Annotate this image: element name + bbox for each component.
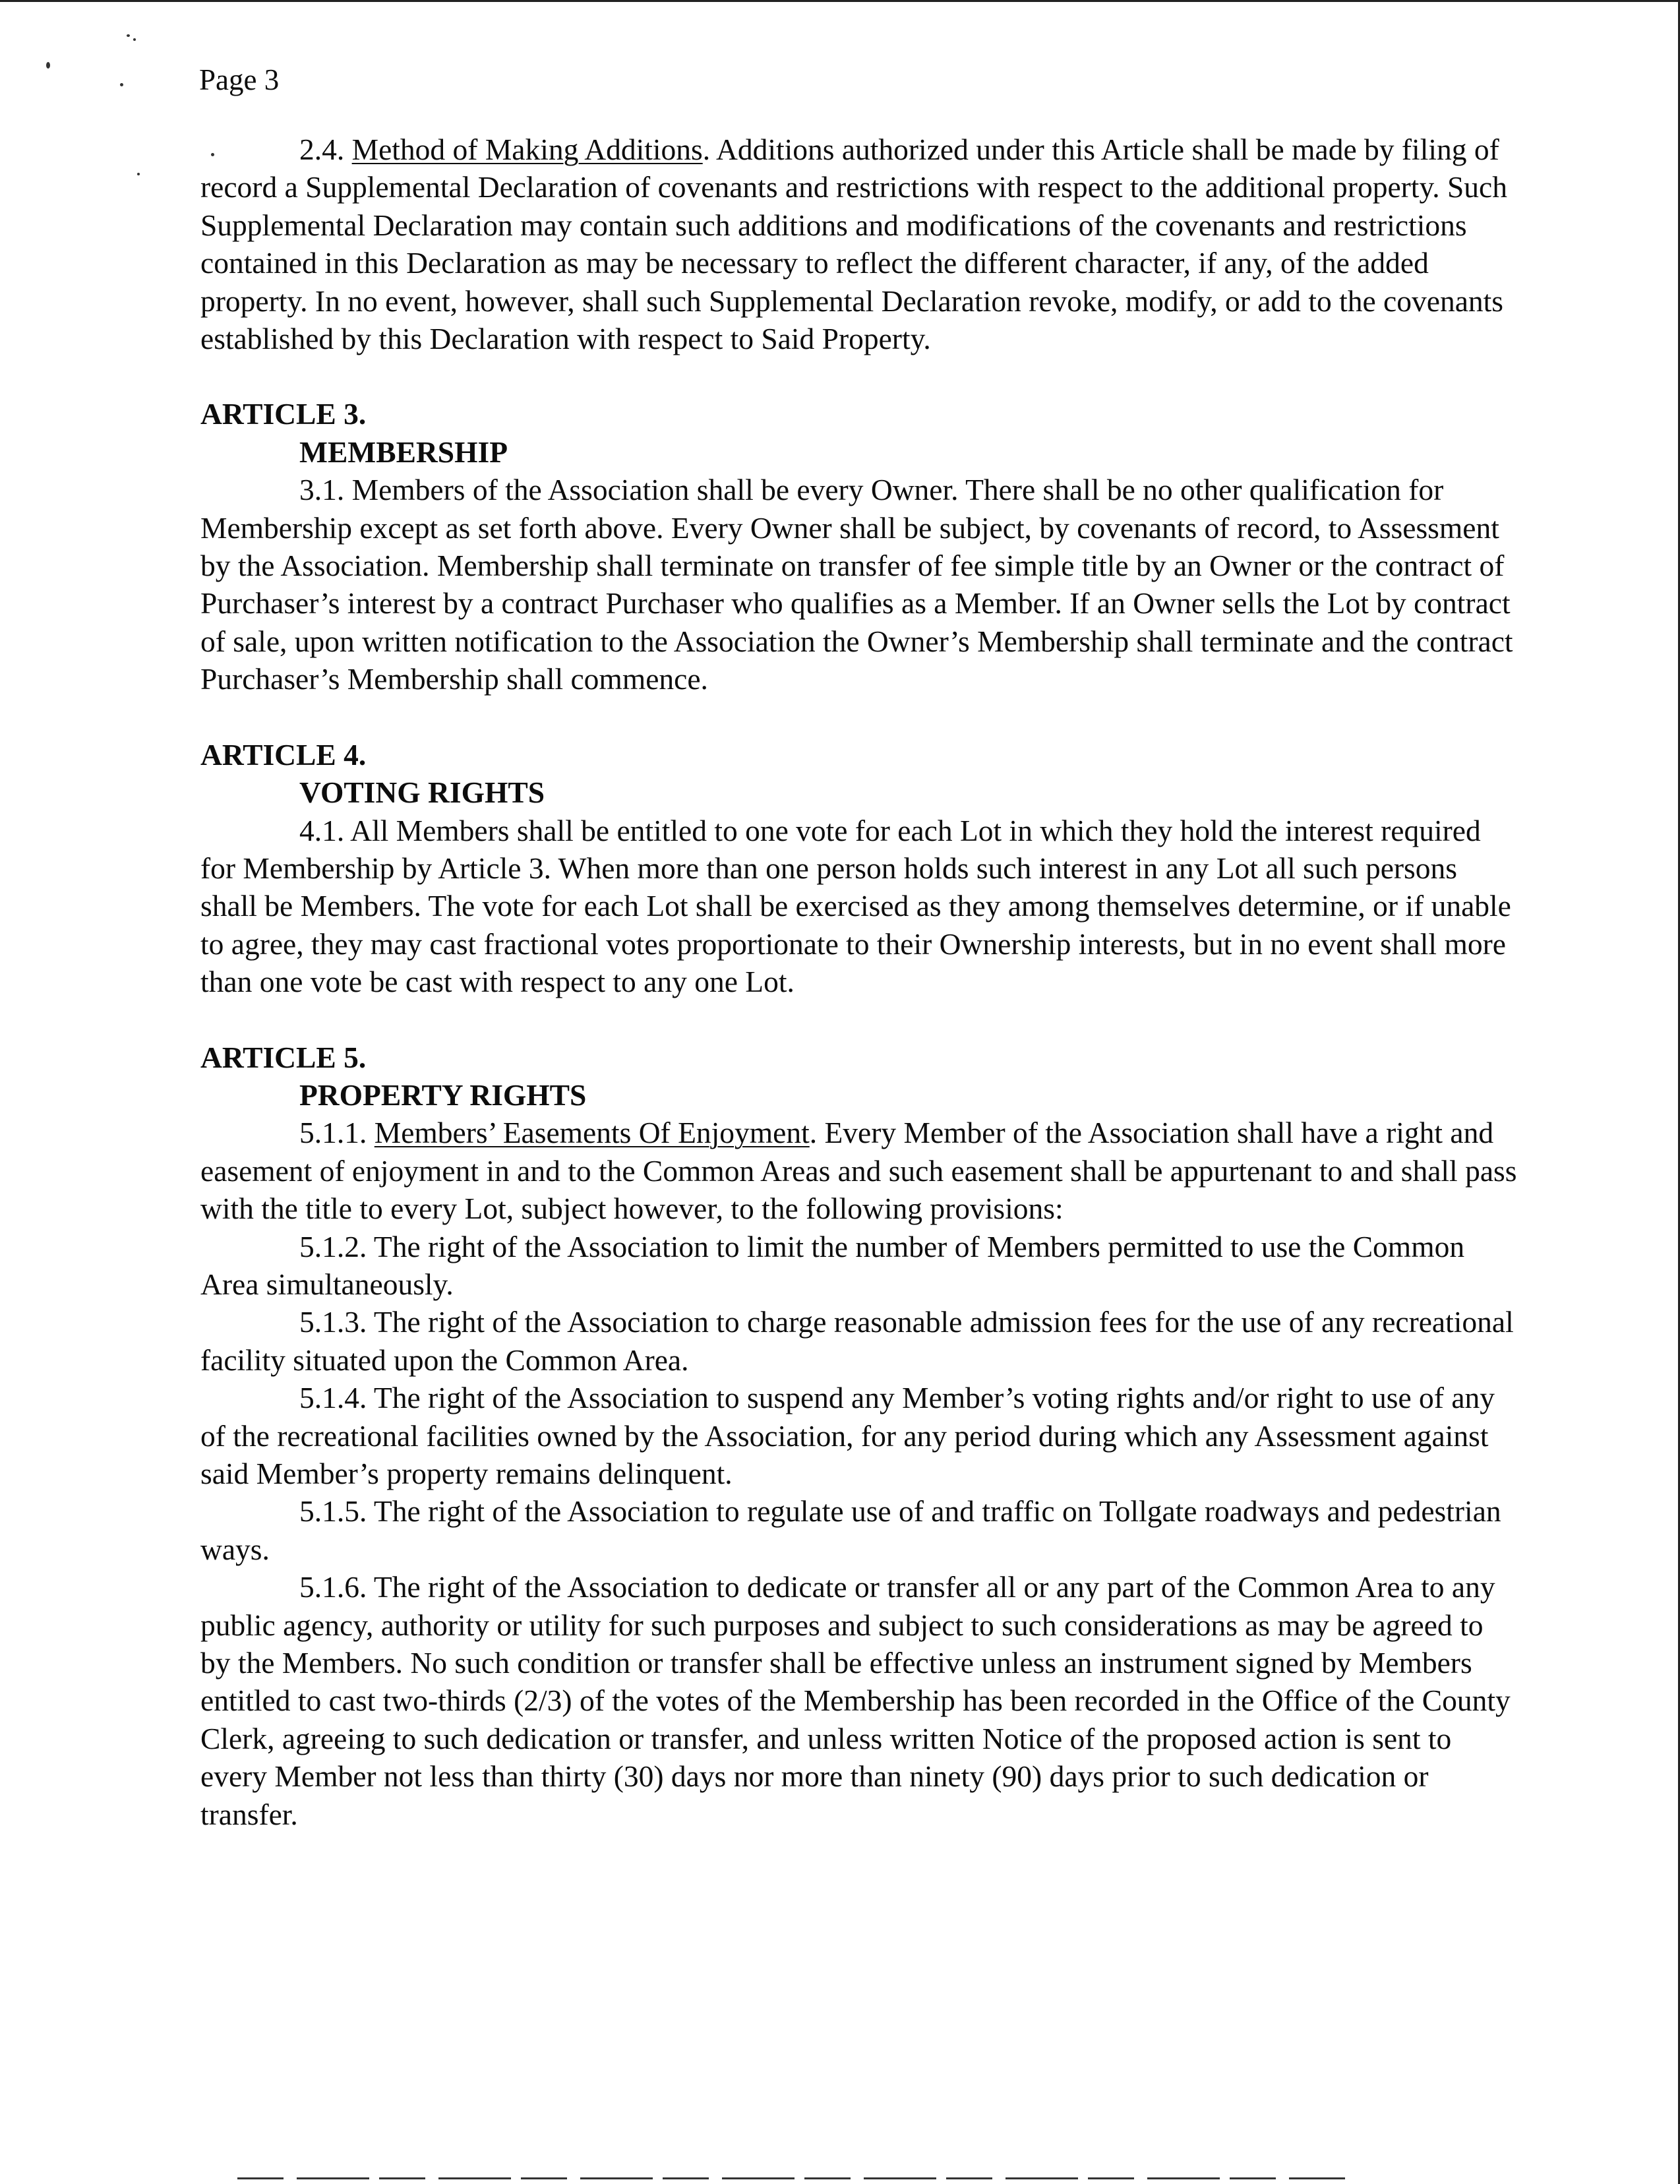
page-number: Page 3 — [199, 63, 280, 96]
article-3 — [200, 395, 1519, 698]
article-5 — [200, 1039, 1519, 1834]
article-4-label: ARTICLE 4. — [200, 737, 367, 772]
document-body — [200, 131, 1519, 1833]
section-5-1-3-paragraph: 5.1.3. The right of the Association to charge reasonable admission fees for the use of any recreational facility situated upon the Common Area. — [200, 1305, 1514, 1377]
section-5-1-1-paragraph — [200, 1114, 1519, 1227]
scan-speck — [133, 38, 136, 41]
article-4-title: VOTING RIGHTS — [299, 775, 545, 810]
scan-speck — [46, 62, 50, 69]
section-3-1-paragraph: 3.1. Members of the Association shall be every Owner. There shall be no other qualification for Membership except as set forth above. Every Owner shall be subject, by covenants of record, to Assessment by the Association. Membership shall terminate on transfer of fee simple title by an Owner or the contract of Purchaser’s interest by a contract Purchaser who qualifies as a Member. If an Owner sells the Lot by contract of sale, upon written notification to the Association the Owner’s Membership shall terminate and the contract Purchaser’s Membership shall commence. — [200, 473, 1513, 696]
section-5-1-2-paragraph: 5.1.2. The right of the Association to limit the number of Members permitted to use the Common Area simultaneously. — [200, 1229, 1465, 1301]
article-5-label: ARTICLE 5. — [200, 1040, 367, 1074]
section-5-1-5-paragraph: 5.1.5. The right of the Association to regulate use of and traffic on Tollgate roadways and pedestrian ways. — [200, 1494, 1501, 1566]
section-2-4-text: . Additions authorized under this Article shall be made by filing of record a Supplemental Declaration of covenants and restrictions with respect to the additional property. Such Supplemental Declaration may contain such additions and modifications of the covenants and restrictions contained in this Declaration as may be necessary to reflect the different character, if any, of the added property. In no event, however, shall such Supplemental Declaration revoke, modify, or add to the covenants established by this Declaration with respect to Said Property. — [200, 133, 1507, 356]
section-5-1-1-title: Members’ Easements Of Enjoyment — [374, 1116, 810, 1150]
article-4 — [200, 736, 1519, 1001]
section-4-1-paragraph: 4.1. All Members shall be entitled to one vote for each Lot in which they hold the interest required for Membership by Article 3. When more than one person holds such interest in any Lot all such persons shall be Members. The vote for each Lot shall be exercised as they among themselves determine, or if unable to agree, they may cast fractional votes proportionate to their Ownership interests, but in no event shall more than one vote be cast with respect to any one Lot. — [200, 813, 1511, 999]
section-5-1-1-number: 5.1.1. — [299, 1116, 367, 1150]
section-5-1-4-paragraph: 5.1.4. The right of the Association to suspend any Member’s voting rights and/or right to use of any of the recreational facilities owned by the Association, for any period during which any Assessment against said Member’s property remains delinquent. — [200, 1381, 1495, 1490]
scan-bottom-rule — [237, 2177, 1345, 2179]
section-2-4-title: Method of Making Additions — [351, 133, 703, 166]
article-5-title: PROPERTY RIGHTS — [299, 1077, 587, 1112]
scan-speck — [120, 83, 123, 86]
scan-border-top — [0, 0, 1680, 2]
article-3-label: ARTICLE 3. — [200, 397, 367, 431]
section-5-1-6-paragraph: 5.1.6. The right of the Association to dedicate or transfer all or any part of the Common Area to any public agency, authority or utility for such purposes and subject to such considerations as may be agreed to by the Members. No such condition or transfer shall be effective unless an instrument signed by Members entitled to cast two-thirds (2/3) of the votes of the Membership has been recorded in the Office of the County Clerk, agreeing to such dedication or transfer, and unless written Notice of the proposed action is sent to every Member not less than thirty (30) days nor more than ninety (90) days prior to such dedication or transfer. — [200, 1570, 1511, 1831]
scan-speck — [127, 34, 130, 37]
section-5-1-1-text: . Every Member of the Association shall have a right and easement of enjoyment in and to the Common Areas and such easement shall be appurtenant to and shall pass with the title to every Lot, subject however, to the following provisions: — [200, 1116, 1517, 1226]
section-2-4-paragraph — [200, 131, 1519, 357]
scan-speck — [137, 173, 140, 175]
section-2-4-number: 2.4. — [299, 133, 345, 166]
article-3-title: MEMBERSHIP — [299, 435, 508, 469]
